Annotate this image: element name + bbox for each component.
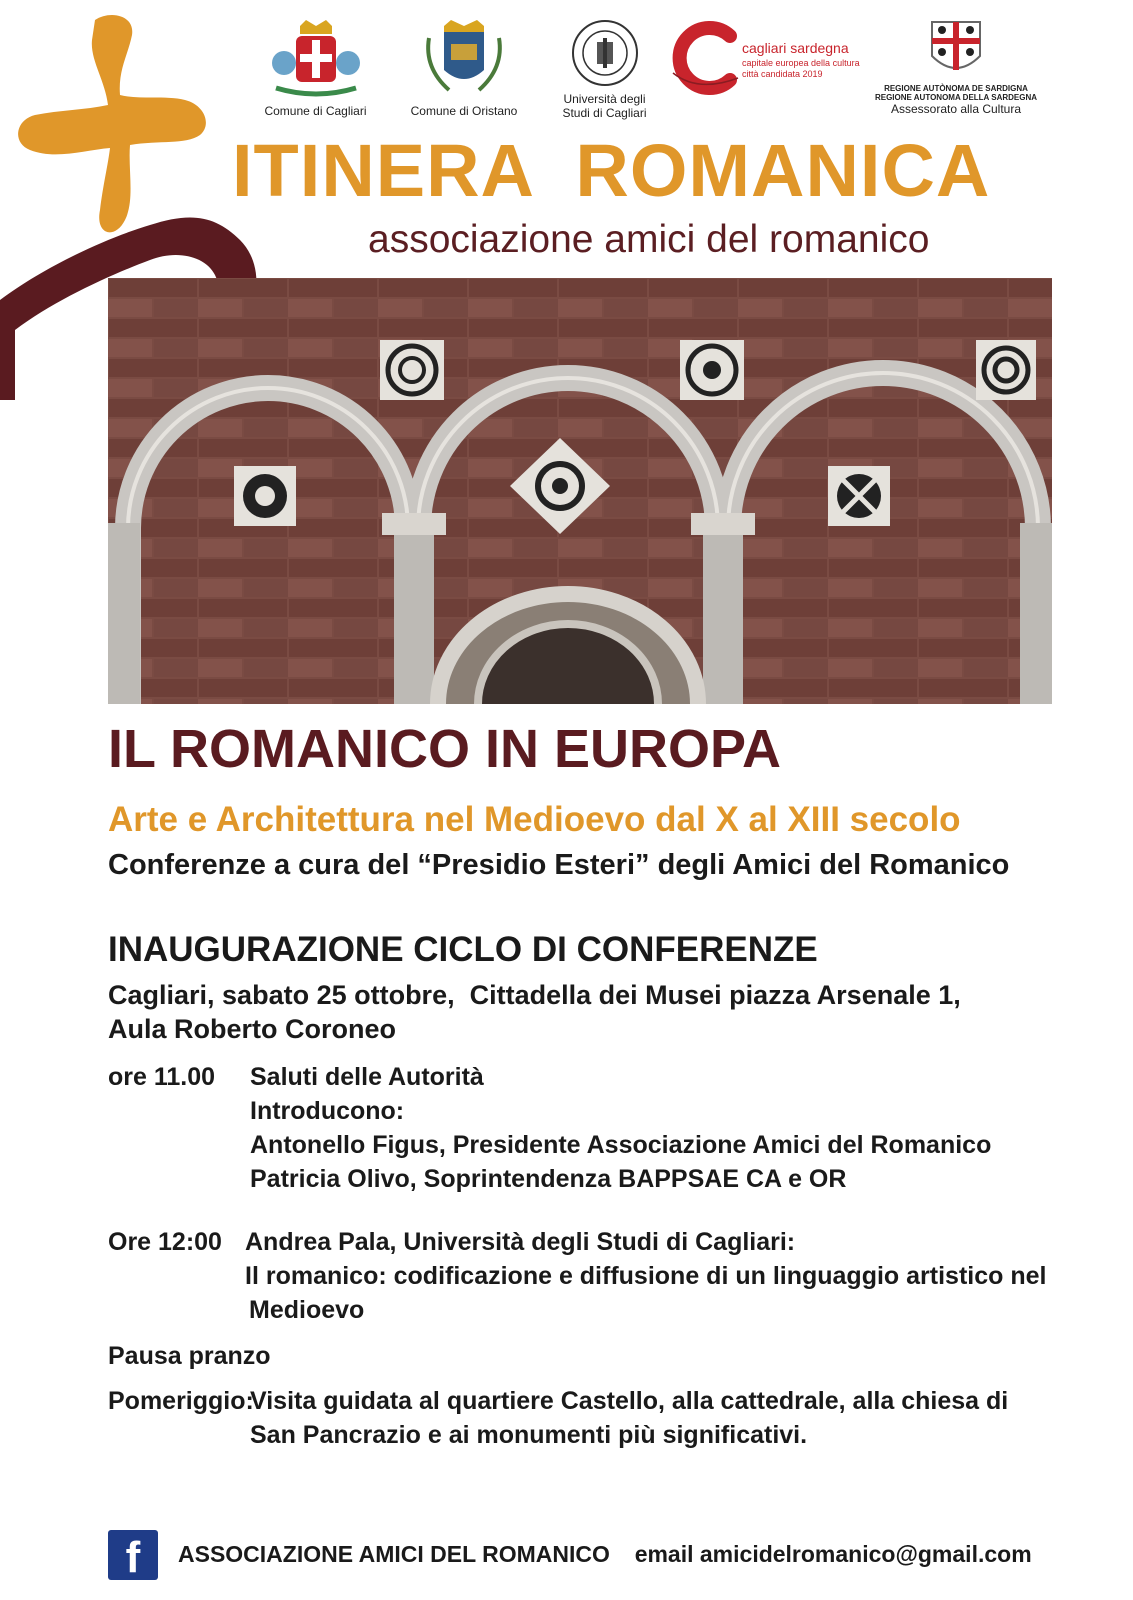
romanesque-facade-photo (108, 278, 1052, 704)
program-line: Andrea Pala, Università degli Studi di Cagliari: (245, 1228, 796, 1256)
logo-title: cagliari sardegna (742, 40, 849, 56)
footer-contact (178, 1541, 1032, 1568)
logo-label: Comune di Cagliari (264, 104, 367, 118)
program-time: Ore 12:00 (108, 1228, 222, 1256)
oristano-coat-of-arms-icon (419, 18, 509, 100)
logo-cagliari-capitale-cultura (668, 18, 858, 98)
program-afternoon-label: Pomeriggio: (108, 1387, 254, 1415)
logo-line3: Assessorato alla Cultura (890, 102, 1022, 116)
program-line: Il romanico: codificazione e diffusione di un linguaggio artistico nel (245, 1262, 1047, 1290)
location-line: Cagliari, sabato 25 ottobre, Cittadella dei Musei piazza Arsenale 1, (108, 980, 961, 1010)
logo-line1: REGIONE AUTÒNOMA DE SARDIGNA (884, 84, 1028, 93)
program-line: Patricia Olivo, Soprintendenza BAPPSAE CA e OR (250, 1165, 847, 1193)
section-heading: INAUGURAZIONE CICLO DI CONFERENZE (108, 930, 818, 969)
footer-org: ASSOCIAZIONE AMICI DEL ROMANICO (178, 1541, 610, 1567)
program-items (250, 1060, 991, 1196)
location-line: Aula Roberto Coroneo (108, 1014, 396, 1044)
program-pause: Pausa pranzo (108, 1342, 271, 1370)
facebook-icon[interactable]: f (108, 1530, 158, 1580)
program-line: Antonello Figus, Presidente Associazione Amici del Romanico (250, 1131, 992, 1159)
footer-email[interactable]: email amicidelromanico@gmail.com (634, 1541, 1032, 1567)
program-line: Introducono: (250, 1097, 405, 1125)
event-title: IL ROMANICO IN EUROPA (108, 719, 782, 779)
logo-universita-cagliari (552, 18, 657, 120)
logo-label: Comune di Oristano (410, 104, 518, 118)
logo-line2: REGIONE AUTONOMA DELLA SARDEGNA (874, 93, 1038, 102)
cagliari-c-logo-icon (668, 18, 748, 98)
logo-comune-cagliari (258, 18, 373, 118)
logo-line2: città candidata 2019 (742, 69, 823, 79)
logo-label-line2: Studi di Cagliari (562, 106, 647, 120)
brand-subtitle: associazione amici del romanico (368, 218, 930, 261)
event-location (108, 978, 961, 1046)
logo-regione-sardegna (866, 18, 1046, 116)
cagliari-coat-of-arms-icon (266, 18, 366, 100)
logo-comune-oristano (403, 18, 525, 118)
university-seal-icon (570, 18, 640, 88)
sardinia-four-moors-icon (928, 18, 984, 80)
program-line: Saluti delle Autorità (250, 1063, 484, 1091)
program-line: Visita guidata al quartiere Castello, alla cattedrale, alla chiesa di (250, 1387, 1009, 1415)
brand-title: ITINERA ROMANICA (232, 129, 991, 212)
logo-label-line1: Università degli (563, 92, 646, 106)
program-items (245, 1225, 1046, 1327)
program-items (250, 1384, 1008, 1452)
program-line: Medioevo (249, 1296, 365, 1324)
program-time: ore 11.00 (108, 1063, 216, 1091)
program-line: San Pancrazio e ai monumenti più significativi. (250, 1421, 808, 1449)
event-subtitle: Arte e Architettura nel Medioevo dal X al XIII secolo (108, 800, 961, 839)
event-curators: Conferenze a cura del “Presidio Esteri” degli Amici del Romanico (108, 849, 1010, 881)
logo-line1: capitale europea della cultura (742, 58, 860, 68)
